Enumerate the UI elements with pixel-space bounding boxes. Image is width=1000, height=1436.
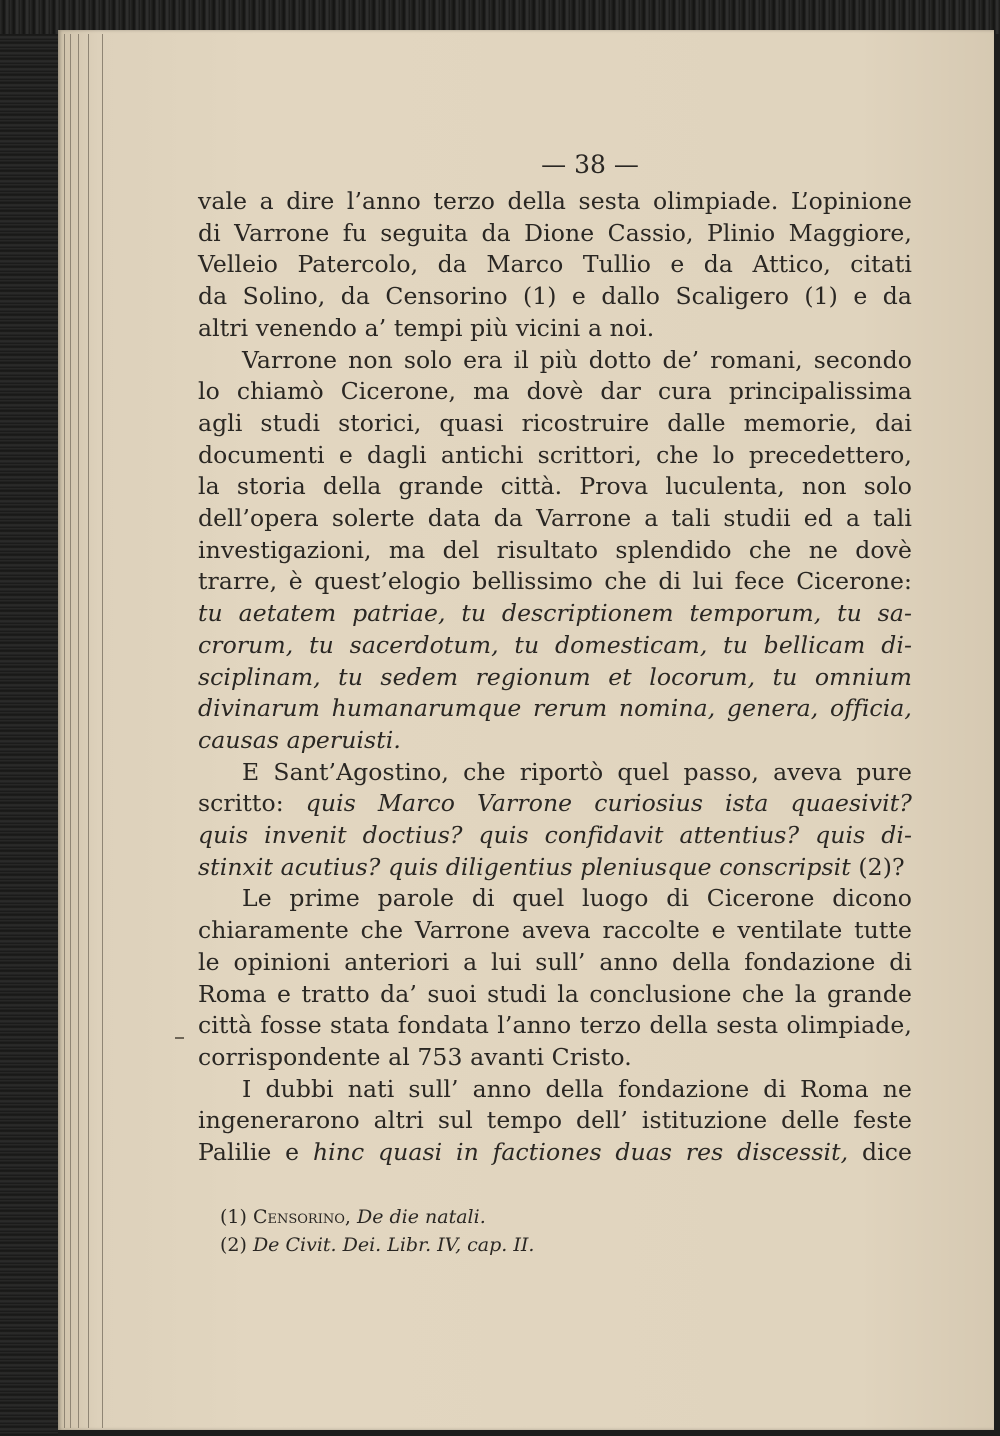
text-line	[198, 313, 912, 345]
text-line	[198, 788, 912, 820]
text-line	[198, 725, 912, 757]
text-run: dice	[848, 1138, 912, 1167]
footnote-title: De die natali.	[356, 1205, 486, 1228]
text-run: ingenerarono altri sul tempo dell’ istituzione delle feste	[198, 1106, 912, 1135]
text-run: vale a dire l’anno terzo della sesta olimpiade. L’opinione	[198, 187, 912, 215]
text-line	[198, 1010, 912, 1042]
footnote-author: Censorino	[252, 1205, 345, 1228]
text-line	[198, 408, 912, 440]
italic-text-run: quis invenit doctius? quis confidavit attentius? quis di-	[198, 821, 912, 850]
body-text	[198, 186, 912, 1169]
text-line	[198, 471, 912, 503]
text-run: (2)?	[850, 852, 905, 881]
text-run: città fosse stata fondata l’anno terzo della sesta olimpiade,	[198, 1011, 912, 1040]
page-edge-line	[78, 34, 79, 1428]
text-block	[198, 150, 912, 1259]
text-line	[198, 630, 912, 662]
text-line	[198, 662, 912, 694]
text-line	[198, 693, 912, 725]
page-edge-line	[64, 34, 65, 1428]
text-run: Le prime parole di quel luogo di Cicerone dicono	[242, 884, 912, 913]
book-spine	[0, 0, 58, 1436]
text-line	[198, 249, 912, 281]
italic-text-run: quis Marco Varrone curiosius ista quaesivit?	[305, 789, 912, 818]
footnote-mark: (2)	[220, 1233, 253, 1256]
text-run: trarre, è quest’elogio bellissimo che di lui fece Cicerone:	[198, 567, 912, 596]
page-edge-line	[102, 34, 103, 1428]
footnote	[220, 1231, 912, 1259]
italic-text-run: tu aetatem patriae, tu descriptionem temporum, tu sa-	[198, 599, 912, 628]
text-line	[198, 947, 912, 979]
margin-mark	[175, 1037, 184, 1039]
text-run: scritto:	[198, 789, 306, 818]
book-top-edge	[0, 0, 1000, 34]
paragraph	[198, 345, 912, 757]
text-line	[198, 883, 912, 915]
text-run: E Sant’Agostino, che riportò quel passo, aveva pure	[242, 757, 912, 786]
text-run: Velleio Patercolo, da Marco Tullio e da Attico, citati	[198, 250, 912, 279]
text-line	[198, 757, 912, 789]
text-line	[198, 566, 912, 598]
text-run: documenti e dagli antichi scrittori, che lo precedettero,	[198, 440, 912, 469]
italic-text-run: causas aperuisti.	[198, 725, 401, 754]
text-line	[198, 281, 912, 313]
footnote-separator: ,	[344, 1205, 357, 1228]
paragraph	[198, 186, 912, 345]
text-run: agli studi storici, quasi ricostruire dalle memorie, dai	[198, 408, 912, 437]
text-line	[198, 376, 912, 408]
text-line	[198, 218, 912, 250]
text-line	[198, 979, 912, 1011]
text-line	[198, 852, 912, 884]
text-run: corrispondente al 753 avanti Cristo.	[198, 1042, 632, 1071]
italic-text-run: divinarum humanarumque rerum nomina, genera, officia,	[198, 694, 912, 723]
text-line	[198, 1105, 912, 1137]
text-line	[198, 535, 912, 567]
page-edge-line	[88, 34, 89, 1428]
italic-text-run: hinc quasi in factiones duas res discessit,	[312, 1138, 849, 1167]
text-line	[198, 1137, 912, 1169]
text-run: I dubbi nati sull’ anno della fondazione di Roma ne	[242, 1074, 912, 1103]
text-run: Roma e tratto da’ suoi studi la conclusione che la grande	[198, 979, 912, 1008]
text-run: Palilie e	[198, 1138, 313, 1167]
footnote-mark: (1)	[220, 1205, 253, 1228]
paragraph	[198, 1074, 912, 1169]
footnote-title: De Civit. Dei. Libr. IV, cap. II.	[252, 1233, 535, 1256]
text-line	[198, 186, 912, 218]
text-line	[198, 1074, 912, 1106]
text-run: di Varrone fu seguita da Dione Cassio, Plinio Maggiore,	[198, 218, 912, 247]
text-run: investigazioni, ma del risultato splendido che ne dovè	[198, 535, 912, 564]
text-line	[198, 915, 912, 947]
text-run: altri venendo a’ tempi più vicini a noi.	[198, 313, 655, 342]
text-line	[198, 345, 912, 377]
text-run: da Solino, da Censorino (1) e dallo Scaligero (1) e da	[198, 282, 912, 311]
italic-text-run: crorum, tu sacerdotum, tu domesticam, tu bellicam di-	[198, 630, 912, 659]
page-edge-line	[70, 34, 71, 1428]
text-line	[198, 503, 912, 535]
text-line	[198, 1042, 912, 1074]
text-line	[198, 440, 912, 472]
text-line	[198, 598, 912, 630]
text-run: la storia della grande città. Prova luculenta, non solo	[198, 472, 912, 501]
text-run: lo chiamò Cicerone, ma dovè dar cura principalissima	[198, 377, 912, 406]
text-run: le opinioni anteriori a lui sull’ anno della fondazione di	[198, 947, 912, 976]
paragraph	[198, 883, 912, 1073]
text-run: dell’opera solerte data da Varrone a tali studii ed a tali	[198, 504, 912, 533]
footnotes	[198, 1203, 912, 1259]
italic-text-run: sciplinam, tu sedem regionum et locorum, tu omnium	[198, 662, 912, 691]
text-run: chiaramente che Varrone aveva raccolte e ventilate tutte	[198, 916, 912, 945]
page-number: — 38 —	[541, 150, 639, 179]
paragraph	[198, 757, 912, 884]
italic-text-run: stinxit acutius? quis diligentius pleniusque conscripsit	[198, 852, 851, 881]
footnote	[220, 1203, 912, 1231]
text-run: Varrone non solo era il più dotto de’ romani, secondo	[242, 345, 912, 374]
text-line	[198, 820, 912, 852]
